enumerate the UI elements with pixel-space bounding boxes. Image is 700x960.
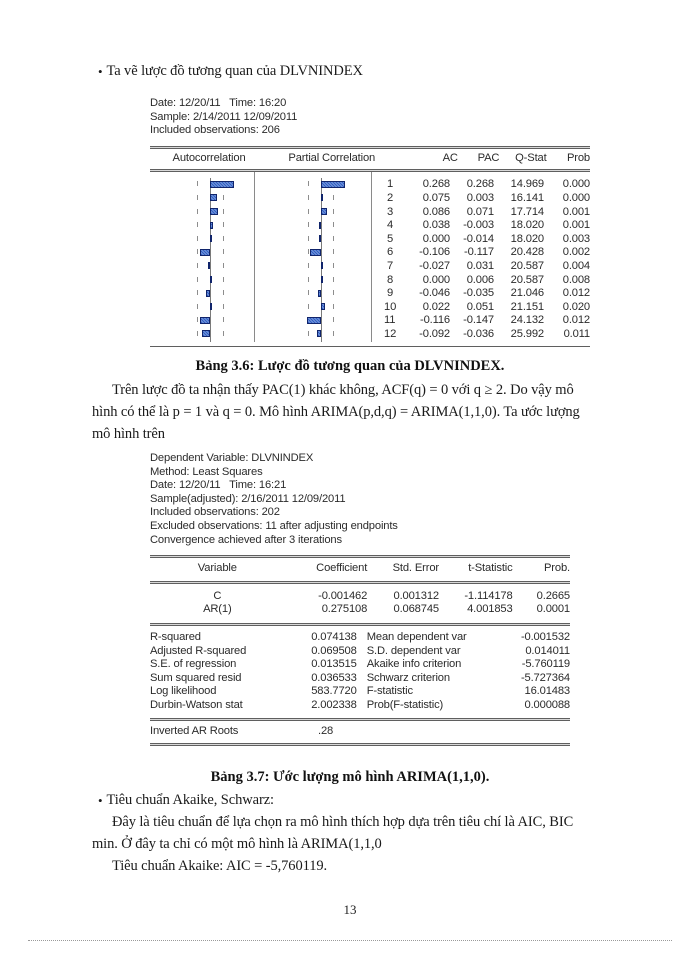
cell-pac: -0.014 bbox=[463, 232, 494, 245]
regression-statistic-row bbox=[150, 631, 570, 645]
cell-ac: 0.086 bbox=[419, 205, 450, 218]
header-partial-correlation: Partial Correlation bbox=[288, 151, 376, 164]
cell-qstat: 20.587 bbox=[510, 259, 544, 272]
cell-qstat: 17.714 bbox=[510, 205, 544, 218]
cell-ac: 0.268 bbox=[419, 178, 450, 191]
confidence-band-tick bbox=[333, 222, 334, 227]
confidence-band-tick bbox=[333, 209, 334, 214]
correlation-bar bbox=[210, 303, 212, 310]
stat-label-right: F-statistic bbox=[366, 685, 413, 698]
cell-prob: 0.0001 bbox=[536, 603, 570, 616]
header-prob: Prob bbox=[566, 151, 590, 164]
confidence-band-tick bbox=[333, 290, 334, 295]
correlation-bar bbox=[317, 330, 320, 337]
stat-value-left: 0.074138 bbox=[311, 630, 357, 643]
cell-qstat: 14.969 bbox=[510, 178, 544, 191]
regression-statistic-row bbox=[150, 699, 570, 713]
bullet-icon: • bbox=[98, 64, 103, 80]
confidence-band-tick bbox=[333, 331, 334, 336]
akaike-heading-line bbox=[98, 791, 274, 810]
regression-header-line: Method: Least Squares bbox=[150, 465, 263, 478]
confidence-band-tick bbox=[333, 277, 334, 282]
cell-qstat: 18.020 bbox=[510, 219, 544, 232]
confidence-band-tick bbox=[223, 222, 224, 227]
header-ac: AC bbox=[442, 151, 458, 164]
header-prob: Prob. bbox=[544, 562, 570, 575]
intro-text: Ta vẽ lược đồ tương quan của DLVNINDEX bbox=[106, 63, 363, 79]
regression-header-line: Included observations: 202 bbox=[150, 506, 280, 519]
stat-label-left: Adjusted R-squared bbox=[150, 644, 247, 657]
cell-pac: 0.268 bbox=[463, 178, 494, 191]
stat-value-left: 2.002338 bbox=[311, 698, 357, 711]
regression-statistic-row bbox=[150, 658, 570, 672]
confidence-band-tick bbox=[197, 195, 198, 200]
stat-value-left: 0.013515 bbox=[311, 658, 357, 671]
regression-coefficient-row bbox=[150, 603, 570, 617]
cell-prob: 0.008 bbox=[562, 273, 590, 286]
confidence-band-tick bbox=[223, 263, 224, 268]
cell-coefficient: 0.275108 bbox=[321, 603, 368, 616]
confidence-band-tick bbox=[197, 317, 198, 322]
correlation-bar bbox=[210, 194, 217, 201]
confidence-band-tick bbox=[197, 277, 198, 282]
regression-column-headers bbox=[150, 558, 570, 581]
partial-correlation-plot bbox=[259, 178, 376, 341]
cell-prob: 0.000 bbox=[562, 178, 590, 191]
stat-label-right: Mean dependent var bbox=[366, 630, 467, 643]
confidence-band-tick bbox=[197, 236, 198, 241]
cell-std-error: 0.068745 bbox=[393, 603, 439, 616]
cell-pac: 0.003 bbox=[463, 191, 494, 204]
confidence-band-tick bbox=[333, 236, 334, 241]
correlogram-row bbox=[384, 260, 590, 274]
header-pac: PAC bbox=[477, 151, 500, 164]
cell-coefficient: -0.001462 bbox=[318, 589, 368, 602]
cell-qstat: 18.020 bbox=[510, 232, 544, 245]
confidence-band-tick bbox=[333, 249, 334, 254]
correlogram-row bbox=[384, 314, 590, 328]
confidence-band-tick bbox=[308, 195, 309, 200]
correlogram-row bbox=[384, 206, 590, 220]
confidence-band-tick bbox=[308, 222, 309, 227]
header-std-error: Std. Error bbox=[392, 562, 439, 575]
correlogram-row bbox=[384, 192, 590, 206]
regression-header bbox=[150, 452, 570, 547]
correlation-bar bbox=[200, 249, 210, 256]
cell-t-statistic: 4.001853 bbox=[467, 603, 513, 616]
confidence-band-tick bbox=[308, 331, 309, 336]
akaike-heading: Tiêu chuẩn Akaike, Schwarz: bbox=[106, 792, 274, 808]
cell-lag: 9 bbox=[384, 287, 394, 300]
confidence-band-tick bbox=[223, 249, 224, 254]
cell-pac: 0.006 bbox=[463, 273, 494, 286]
regression-coefficient-row bbox=[150, 590, 570, 604]
header-variable: Variable bbox=[197, 562, 237, 575]
correlation-bar bbox=[321, 276, 323, 283]
inverted-ar-roots-row bbox=[150, 721, 570, 744]
cell-ac: 0.022 bbox=[419, 300, 450, 313]
cell-qstat: 25.992 bbox=[510, 327, 544, 340]
correlation-bar bbox=[202, 330, 210, 337]
plot-divider bbox=[371, 172, 372, 341]
correlogram-body bbox=[150, 172, 590, 341]
cell-qstat: 21.151 bbox=[510, 300, 544, 313]
header-qstat: Q-Stat bbox=[515, 151, 547, 164]
correlogram-header-line-1: Date: 12/20/11 Time: 16:20 bbox=[150, 97, 287, 109]
correlogram-row bbox=[384, 246, 590, 260]
cell-lag: 1 bbox=[384, 178, 394, 191]
regression-header-line: Dependent Variable: DLVNINDEX bbox=[150, 452, 314, 464]
plot-zero-axis bbox=[321, 178, 322, 341]
cell-lag: 5 bbox=[384, 232, 394, 245]
correlogram-row bbox=[384, 274, 590, 288]
confidence-band-tick bbox=[333, 317, 334, 322]
stat-label-left: Sum squared resid bbox=[150, 671, 242, 684]
correlation-bar bbox=[210, 181, 234, 188]
correlation-bar bbox=[321, 181, 345, 188]
confidence-band-tick bbox=[308, 249, 309, 254]
correlation-bar bbox=[321, 303, 326, 310]
cell-prob: 0.012 bbox=[562, 314, 590, 327]
cell-prob: 0.012 bbox=[562, 287, 590, 300]
intro-bullet-line bbox=[98, 62, 363, 81]
confidence-band-tick bbox=[197, 222, 198, 227]
cell-lag: 6 bbox=[384, 246, 394, 259]
regression-header-line: Excluded observations: 11 after adjusting endpoints bbox=[150, 519, 398, 532]
cell-ac: 0.075 bbox=[419, 191, 450, 204]
cell-lag: 3 bbox=[384, 205, 394, 218]
cell-qstat: 21.046 bbox=[510, 287, 544, 300]
plot-zero-axis bbox=[210, 178, 211, 341]
confidence-band-tick bbox=[308, 181, 309, 186]
correlation-bar bbox=[319, 222, 321, 229]
cell-qstat: 20.428 bbox=[510, 246, 544, 259]
correlogram-value-rows bbox=[376, 178, 590, 341]
regression-header-line: Convergence achieved after 3 iterations bbox=[150, 533, 342, 546]
confidence-band-tick bbox=[223, 317, 224, 322]
stat-value-right: -5.727364 bbox=[520, 671, 570, 684]
confidence-band-tick bbox=[333, 195, 334, 200]
confidence-band-tick bbox=[197, 304, 198, 309]
akaike-line1: Đây là tiêu chuẩn để lựa chọn ra mô hình thích hợp dựa trên tiêu chí là AIC, BIC bbox=[112, 814, 574, 830]
cell-pac: 0.071 bbox=[463, 205, 494, 218]
confidence-band-tick bbox=[308, 209, 309, 214]
cell-prob: 0.001 bbox=[562, 219, 590, 232]
cell-ac: 0.000 bbox=[419, 232, 450, 245]
caption-table-37: Bảng 3.7: Ước lượng mô hình ARIMA(1,1,0). bbox=[210, 769, 490, 785]
stat-value-right: -5.760119 bbox=[521, 658, 570, 671]
header-coefficient: Coefficient bbox=[316, 562, 368, 575]
cell-prob: 0.020 bbox=[562, 300, 590, 313]
stat-label-left: Log likelihood bbox=[150, 685, 217, 698]
regression-coefficient-rows bbox=[150, 584, 570, 617]
regression-header-line: Date: 12/20/11 Time: 16:21 bbox=[150, 479, 287, 492]
correlogram-output bbox=[150, 97, 590, 347]
autocorrelation-plot bbox=[150, 178, 259, 341]
correlation-bar bbox=[208, 262, 210, 269]
confidence-band-tick bbox=[197, 181, 198, 186]
stat-value-right: -0.001532 bbox=[520, 630, 570, 643]
cell-prob: 0.002 bbox=[562, 246, 590, 259]
footer-divider bbox=[28, 940, 672, 941]
correlation-bar bbox=[200, 317, 210, 324]
stat-value-left: 583.7720 bbox=[311, 685, 357, 698]
confidence-band-tick bbox=[308, 263, 309, 268]
regression-statistic-row bbox=[150, 672, 570, 686]
cell-t-statistic: -1.114178 bbox=[464, 589, 513, 602]
plot-divider bbox=[254, 172, 255, 341]
regression-statistic-row bbox=[150, 685, 570, 699]
correlogram-bottom-rule bbox=[150, 346, 590, 347]
cell-lag: 2 bbox=[384, 191, 394, 204]
confidence-band-tick bbox=[223, 304, 224, 309]
stat-label-right: Prob(F-statistic) bbox=[366, 698, 444, 711]
correlation-bar bbox=[321, 262, 324, 269]
confidence-band-tick bbox=[223, 331, 224, 336]
confidence-band-tick bbox=[308, 236, 309, 241]
cell-ac: 0.038 bbox=[419, 219, 450, 232]
cell-lag: 7 bbox=[384, 259, 394, 272]
correlogram-row bbox=[384, 178, 590, 192]
correlogram-row bbox=[384, 233, 590, 247]
correlation-bar bbox=[206, 290, 210, 297]
inverted-ar-roots-label: Inverted AR Roots bbox=[150, 724, 239, 737]
paragraph1-line2: hình có thể là p = 1 và q = 0. Mô hình ARIMA(p,d,q) = ARIMA(1,1,0). Ta ước lượng bbox=[92, 404, 580, 420]
regression-statistic-row bbox=[150, 645, 570, 659]
header-t-statistic: t-Statistic bbox=[468, 562, 513, 575]
cell-pac: 0.051 bbox=[463, 300, 494, 313]
stat-value-right: 0.014011 bbox=[525, 644, 570, 657]
correlation-bar bbox=[321, 208, 327, 215]
stat-value-left: 0.036533 bbox=[311, 671, 357, 684]
stat-value-right: 16.01483 bbox=[524, 685, 570, 698]
paragraph1-line3: mô hình trên bbox=[92, 426, 165, 442]
stat-label-left: S.E. of regression bbox=[150, 658, 237, 671]
cell-pac: -0.147 bbox=[463, 314, 494, 327]
cell-ac: -0.046 bbox=[419, 287, 450, 300]
correlation-bar bbox=[318, 290, 321, 297]
confidence-band-tick bbox=[333, 304, 334, 309]
caption-table-36: Bảng 3.6: Lược đồ tương quan của DLVNINDEX. bbox=[195, 358, 505, 374]
confidence-band-tick bbox=[223, 195, 224, 200]
confidence-band-tick bbox=[223, 236, 224, 241]
stat-label-left: Durbin-Watson stat bbox=[150, 698, 243, 711]
regression-bottom-rule bbox=[150, 743, 570, 746]
correlation-bar bbox=[319, 235, 321, 242]
confidence-band-tick bbox=[308, 290, 309, 295]
cell-pac: 0.031 bbox=[463, 259, 494, 272]
correlogram-header-line-2: Sample: 2/14/2011 12/09/2011 bbox=[150, 110, 298, 123]
bullet-icon-2: • bbox=[98, 793, 103, 809]
correlation-bar bbox=[310, 249, 321, 256]
inverted-ar-roots-value: .28 bbox=[318, 724, 334, 737]
correlation-bar bbox=[210, 222, 213, 229]
cell-pac: -0.117 bbox=[464, 246, 494, 259]
cell-prob: 0.003 bbox=[562, 232, 590, 245]
regression-header-line: Sample(adjusted): 2/16/2011 12/09/2011 bbox=[150, 492, 346, 505]
correlation-bar bbox=[321, 194, 323, 201]
stat-label-left: R-squared bbox=[150, 630, 201, 643]
cell-qstat: 24.132 bbox=[510, 314, 544, 327]
cell-variable: C bbox=[213, 589, 222, 602]
confidence-band-tick bbox=[197, 290, 198, 295]
cell-lag: 11 bbox=[384, 314, 396, 327]
cell-prob: 0.011 bbox=[563, 327, 590, 340]
stat-value-right: 0.000088 bbox=[524, 698, 570, 711]
cell-prob: 0.001 bbox=[562, 205, 590, 218]
cell-lag: 10 bbox=[384, 300, 397, 313]
correlation-bar bbox=[210, 276, 212, 283]
cell-lag: 8 bbox=[384, 273, 394, 286]
cell-pac: -0.003 bbox=[463, 219, 494, 232]
cell-ac: -0.027 bbox=[419, 259, 450, 272]
correlogram-row bbox=[384, 301, 590, 315]
confidence-band-tick bbox=[223, 290, 224, 295]
confidence-band-tick bbox=[197, 331, 198, 336]
correlogram-row bbox=[384, 219, 590, 233]
paragraph1-line1: Trên lược đồ ta nhận thấy PAC(1) khác không, ACF(q) = 0 với q ≥ 2. Do vậy mô bbox=[112, 382, 574, 398]
correlation-bar bbox=[210, 208, 218, 215]
cell-ac: 0.000 bbox=[419, 273, 450, 286]
confidence-band-tick bbox=[197, 209, 198, 214]
header-autocorrelation: Autocorrelation bbox=[172, 151, 246, 164]
cell-qstat: 16.141 bbox=[510, 191, 544, 204]
correlogram-row bbox=[384, 287, 590, 301]
cell-qstat: 20.587 bbox=[510, 273, 544, 286]
cell-lag: 4 bbox=[384, 219, 394, 232]
cell-prob: 0.2665 bbox=[536, 589, 570, 602]
cell-std-error: 0.001312 bbox=[393, 589, 439, 602]
confidence-band-tick bbox=[333, 263, 334, 268]
regression-output bbox=[150, 452, 570, 746]
stat-value-left: 0.069508 bbox=[311, 644, 357, 657]
stat-label-right: S.D. dependent var bbox=[366, 644, 461, 657]
cell-pac: -0.036 bbox=[463, 327, 494, 340]
correlogram-header-line-3: Included observations: 206 bbox=[150, 124, 280, 137]
stat-label-right: Schwarz criterion bbox=[366, 671, 450, 684]
akaike-line3: Tiêu chuẩn Akaike: AIC = -5,760119. bbox=[112, 858, 328, 874]
cell-ac: -0.106 bbox=[419, 246, 450, 259]
stat-label-right: Akaike info criterion bbox=[366, 658, 462, 671]
correlogram-row bbox=[384, 328, 590, 342]
cell-prob: 0.004 bbox=[562, 259, 590, 272]
confidence-band-tick bbox=[223, 277, 224, 282]
cell-prob: 0.000 bbox=[562, 191, 590, 204]
regression-statistics-rows bbox=[150, 626, 570, 713]
correlation-bar bbox=[307, 317, 320, 324]
page-number: 13 bbox=[343, 902, 357, 917]
correlation-bar bbox=[210, 235, 212, 242]
cell-ac: -0.092 bbox=[419, 327, 450, 340]
confidence-band-tick bbox=[308, 304, 309, 309]
confidence-band-tick bbox=[197, 249, 198, 254]
confidence-band-tick bbox=[197, 263, 198, 268]
confidence-band-tick bbox=[308, 277, 309, 282]
correlogram-column-headers bbox=[150, 149, 590, 170]
confidence-band-tick bbox=[223, 209, 224, 214]
cell-lag: 12 bbox=[384, 327, 397, 340]
cell-pac: -0.035 bbox=[463, 287, 494, 300]
cell-ac: -0.116 bbox=[420, 314, 450, 327]
akaike-line2: min. Ở đây ta chỉ có một mô hình là ARIMA(1,1,0 bbox=[92, 836, 382, 852]
cell-variable: AR(1) bbox=[203, 603, 232, 616]
